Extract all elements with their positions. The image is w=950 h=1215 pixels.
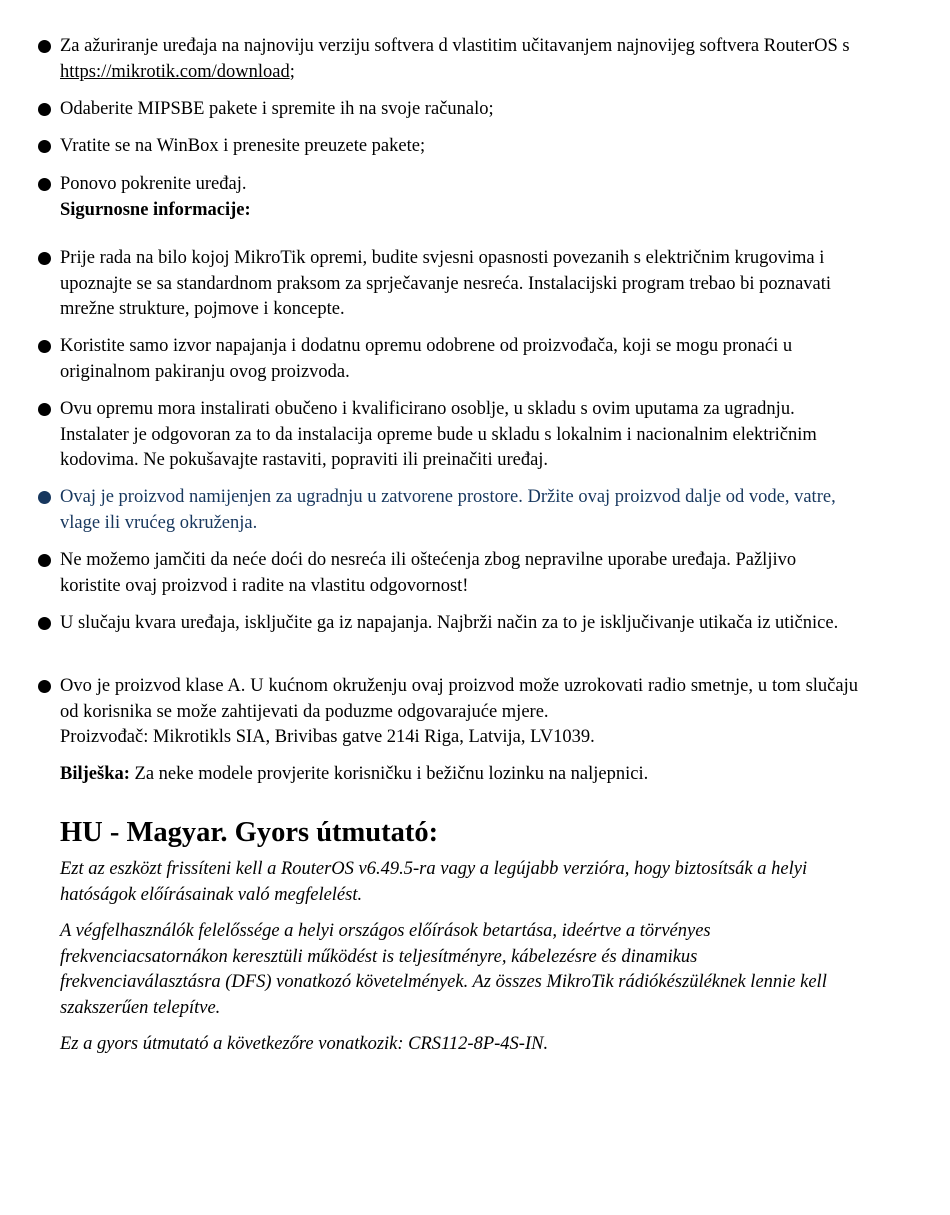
bullet-icon [38, 554, 51, 567]
safety-item-text: Ovaj je proizvod namijenjen za ugradnju u zatvorene prostore. Držite ovaj proizvod dalje od vode, vatre, vlage ili vrućeg okruženja. [60, 487, 836, 533]
hu-paragraph: Ez a gyors útmutató a következőre vonatkozik: CRS112-8P-4S-IN. [60, 1034, 549, 1054]
manufacturer-line [60, 725, 860, 751]
list-item [60, 485, 860, 536]
bullet-icon [38, 340, 51, 353]
update-text-end: ; [289, 61, 295, 82]
update-text: Za ažuriranje uređaja na najnoviju verziju softvera d vlastitim učitavanjem najnovijeg softvera RouterOS s [60, 36, 850, 56]
bullet-icon [38, 140, 51, 153]
list-item [60, 334, 860, 385]
bullet-icon [38, 680, 51, 693]
safety-item-text: U slučaju kvara uređaja, isključite ga iz napajanja. Najbrži način za to je isključivanje utikača iz utičnice. [60, 613, 839, 633]
list-item [60, 172, 860, 223]
hu-paragraph: Ezt az eszközt frissíteni kell a RouterOS v6.49.5-ra vagy a legújabb verzióra, hogy biztosítsák a helyi hatóságok előírásainak való megfelelést. [60, 859, 808, 905]
safety-item-text: Ne možemo jamčiti da neće doći do nesreća ili oštećenja zbog nepravilne uporabe uređaja. Pažljivo koristite ovaj proizvod i radite na vlastitu odgovornost! [60, 550, 797, 596]
manufacturer-text: Proizvođač: Mikrotikls SIA, Brivibas gatve 214i Riga, Latvija, LV1039. [60, 727, 595, 747]
safety-item-text: Ovu opremu mora instalirati obučeno i kvalificirano osoblje, u skladu s ovim uputama za ugradnju. Instalater je odgovoran za to da instalacija opreme bude u skladu s lokalnim i nacionalnim električnim kodovima. Ne pokušavajte rastaviti, popraviti ili preinačiti uređaj. [60, 399, 817, 471]
step-reboot-text: Ponovo pokrenite uređaj. [60, 174, 247, 194]
section-heading-hu: HU - Magyar. Gyors útmutató: [60, 817, 439, 848]
download-link[interactable]: https://mikrotik.com/download [60, 61, 290, 82]
bullet-icon [38, 491, 51, 504]
list-item [60, 611, 860, 637]
list-item [60, 548, 860, 599]
list-item [60, 97, 860, 123]
bullet-icon [38, 40, 51, 53]
safety-item-text: Ovo je proizvod klase A. U kućnom okruženju ovaj proizvod može uzrokovati radio smetnje, u tom slučaju od korisnika se može zahtijevati da poduzme odgovarajuće mjere. [60, 676, 858, 722]
safety-item-text: Koristite samo izvor napajanja i dodatnu opremu odobrene od proizvođača, koji se mogu pronaći u originalnom pakiranju ovog proizvoda. [60, 336, 793, 382]
bullet-icon [38, 617, 51, 630]
note-line [60, 762, 860, 788]
safety-heading: Sigurnosne informacije: [60, 199, 251, 220]
note-text: Za neke modele provjerite korisničku i bežičnu lozinku na naljepnici. [129, 764, 649, 784]
list-item [60, 134, 860, 160]
bullet-icon [38, 178, 51, 191]
list-item [60, 397, 860, 474]
note-label: Bilješka: [60, 764, 130, 784]
bullet-icon [38, 103, 51, 116]
step-select-text: Odaberite MIPSBE pakete i spremite ih na svoje računalo; [60, 99, 494, 119]
bullet-icon [38, 252, 51, 265]
list-item [60, 34, 860, 85]
step-upload-text: Vratite se na WinBox i prenesite preuzete pakete; [60, 136, 426, 156]
list-item [60, 674, 858, 725]
list-item [60, 246, 860, 323]
hu-paragraph: A végfelhasználók felelőssége a helyi országos előírások betartása, ideértve a törvényes frekvenciacsatornákon keresztüli működést is teljesítményre, kábelezésre és dinamikus frekvenciaválasztásra (DFS) vonatkozó követelmények. Az összes MikroTik rádiókészüléknek lennie kell szakszerűen telepítve. [60, 921, 827, 1018]
bullet-icon [38, 403, 51, 416]
safety-item-text: Prije rada na bilo kojoj MikroTik opremi, budite svjesni opasnosti povezanih s električnim krugovima i upoznajte se sa standardnom praksom za sprječavanje nesreća. Instalacijski program trebao bi poznavati mrežne strukture, pojmove i koncepte. [60, 248, 832, 320]
